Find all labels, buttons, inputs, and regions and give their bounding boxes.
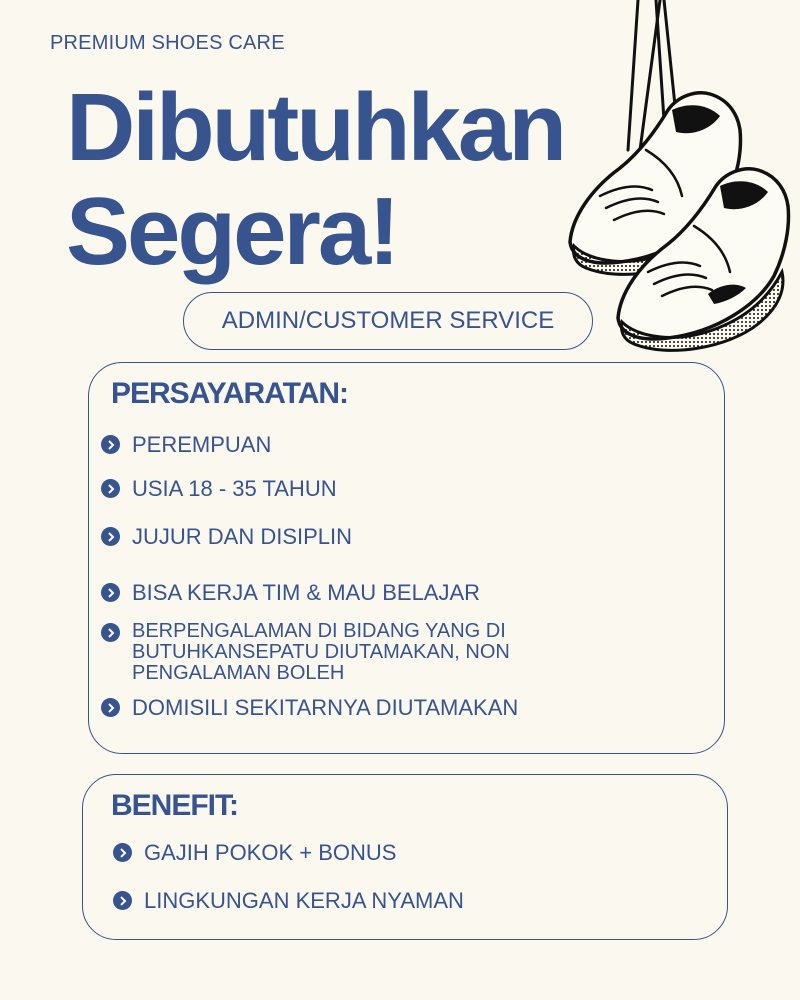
chevron-right-circle-icon [101, 435, 120, 454]
chevron-right-circle-icon [101, 583, 120, 602]
requirement-item [101, 581, 480, 604]
chevron-right-circle-icon [113, 891, 132, 910]
chevron-right-circle-icon [101, 479, 120, 498]
requirement-item [101, 477, 337, 500]
requirement-text: PEREMPUAN [132, 432, 272, 457]
chevron-right-circle-icon [101, 698, 120, 717]
requirement-text: JUJUR DAN DISIPLIN [132, 524, 353, 549]
position-badge: ADMIN/CUSTOMER SERVICE [183, 292, 593, 350]
benefit-item [113, 841, 396, 864]
requirement-text: DOMISILI SEKITARNYA DIUTAMAKAN [132, 695, 519, 720]
chevron-right-circle-icon [101, 527, 120, 546]
requirement-text: BERPENGALAMAN DI BIDANG YANG DI BUTUHKANSEPATU DIUTAMAKAN, NON PENGALAMAN BOLEH [132, 620, 510, 684]
requirements-card [88, 362, 725, 754]
requirement-item [101, 433, 271, 456]
headline [66, 76, 564, 284]
benefit-text: GAJIH POKOK + BONUS [144, 840, 397, 865]
headline-line-1: Dibutuhkan [66, 74, 564, 181]
requirement-text: BISA KERJA TIM & MAU BELAJAR [132, 580, 481, 605]
headline-line-2: Segera! [66, 178, 398, 285]
chevron-right-circle-icon [101, 623, 120, 642]
benefit-text: LINGKUNGAN KERJA NYAMAN [144, 888, 464, 913]
requirement-item [101, 696, 518, 719]
benefit-card [82, 774, 728, 940]
hanging-sneakers-illustration [560, 0, 800, 370]
requirement-item [101, 525, 352, 548]
requirement-item [101, 621, 510, 684]
benefit-item [113, 889, 464, 912]
chevron-right-circle-icon [113, 843, 132, 862]
requirements-title: PERSAYARATAN: [111, 377, 349, 410]
brand-name: PREMIUM SHOES CARE [50, 32, 285, 54]
requirement-text: USIA 18 - 35 TAHUN [132, 476, 337, 501]
benefit-title: BENEFIT: [111, 789, 238, 822]
